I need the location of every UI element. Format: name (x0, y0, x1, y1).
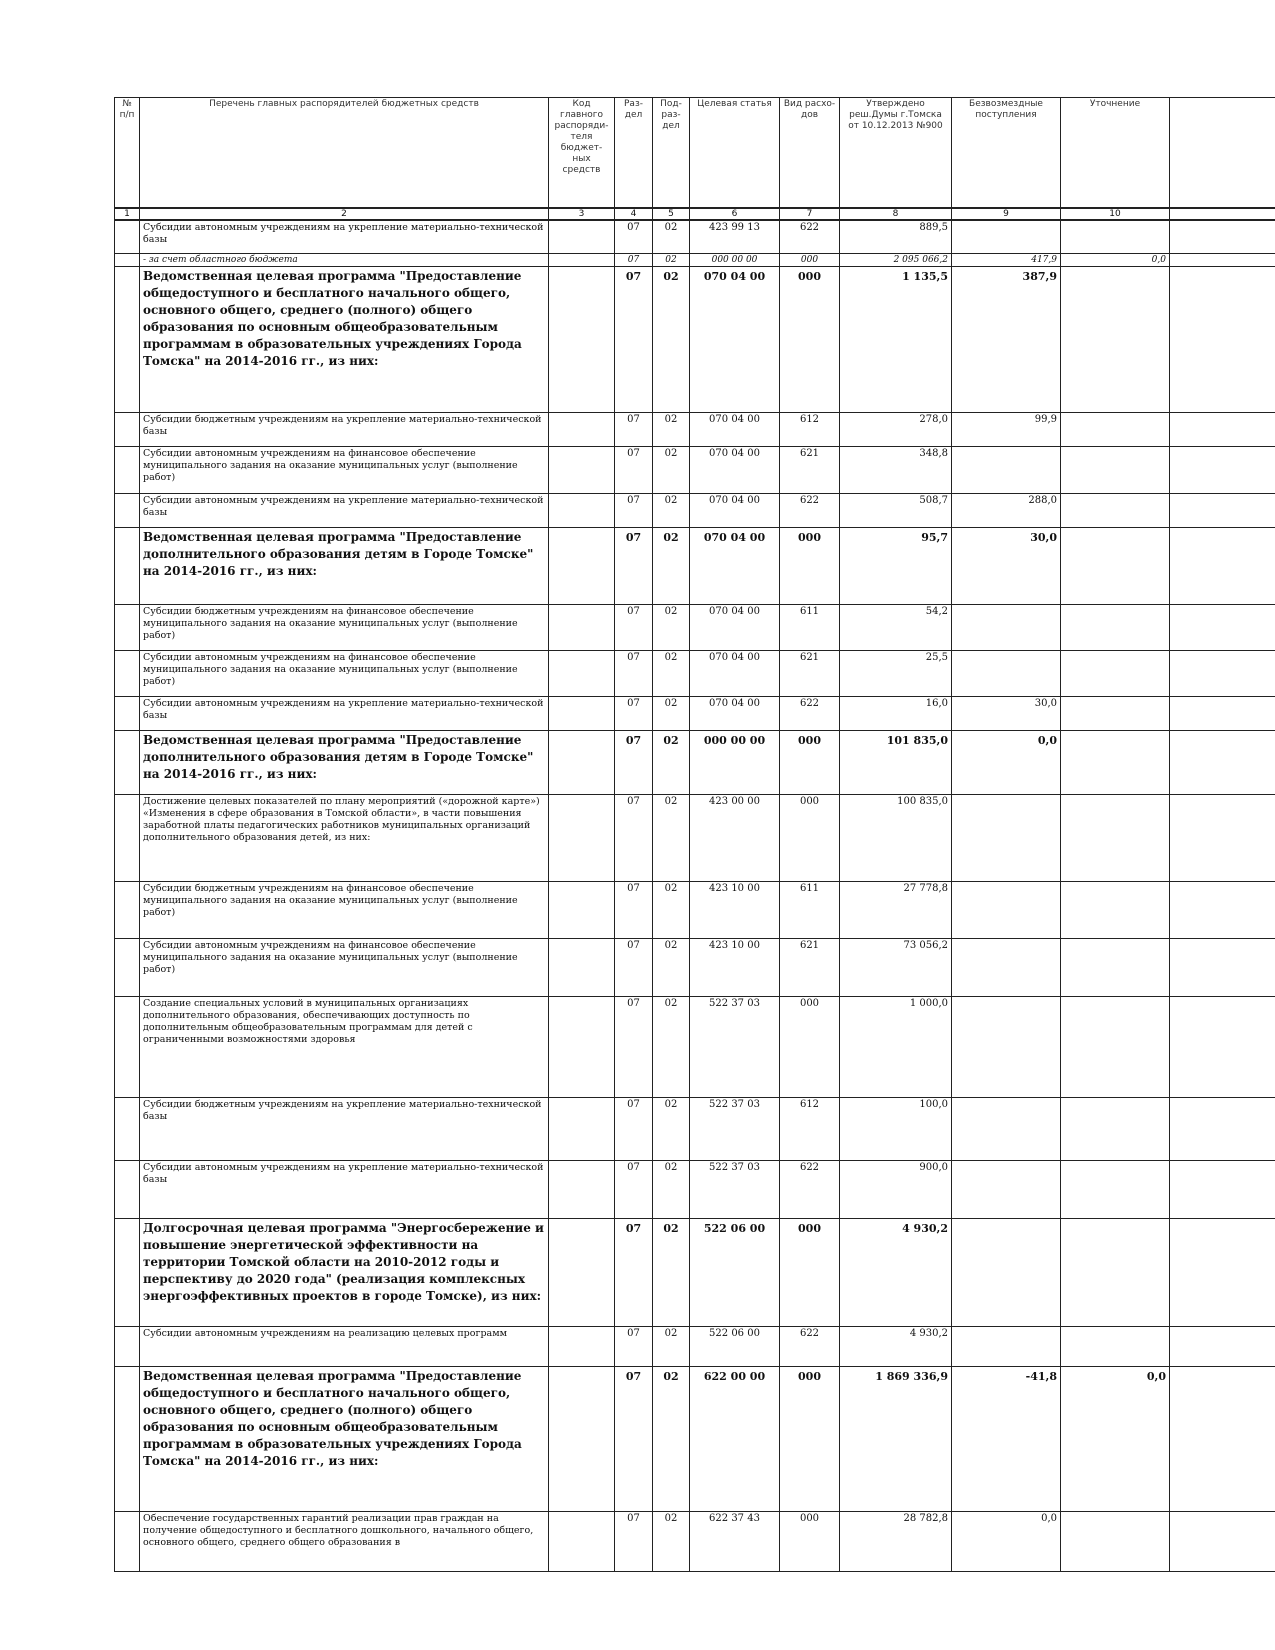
row-podrazdel: 02 (653, 795, 690, 882)
row-razdel: 07 (615, 254, 653, 267)
row-clarification (1061, 267, 1170, 413)
row-grants (952, 997, 1061, 1098)
header-code: Код главного распоряди-теля бюджет-ных средств (549, 98, 615, 208)
colnum-6: 6 (690, 208, 780, 220)
row-grants (952, 447, 1061, 494)
row-approved: 101 835,0 (840, 731, 952, 795)
row-name: Ведомственная целевая программа "Предоставление общедоступного и бесплатного начального общего, основного общего, среднего (полного) общего образования по основным общеобразовательным программам в образовательных учреждениях Города Томска" на 2014-2016 гг., из них: (140, 1367, 549, 1512)
row-razdel: 07 (615, 220, 653, 254)
header-podrazdel: Под-раз-дел (653, 98, 690, 208)
table-row (115, 1327, 1275, 1367)
row-stat: 522 06 00 (690, 1219, 780, 1327)
colnum-9: 9 (952, 208, 1061, 220)
table-row (115, 1512, 1275, 1572)
colnum-8: 8 (840, 208, 952, 220)
row-vid: 611 (780, 882, 840, 939)
row-name: Субсидии автономным учреждениям на финансовое обеспечение муниципального задания на оказание муниципальных услуг (выполнение работ) (140, 447, 549, 494)
row-stat: 000 00 00 (690, 254, 780, 267)
row-approved: 900,0 (840, 1161, 952, 1219)
row-name: Субсидии автономным учреждениям на укрепление материально-технической базы (140, 494, 549, 528)
table-row (115, 1098, 1275, 1161)
row-stat: 423 00 00 (690, 795, 780, 882)
row-approved: 4 930,2 (840, 1327, 952, 1367)
row-podrazdel: 02 (653, 220, 690, 254)
row-razdel: 07 (615, 494, 653, 528)
row-vid: 612 (780, 1098, 840, 1161)
row-name: Ведомственная целевая программа "Предоставление дополнительного образования детям в Городе Томске" на 2014-2016 гг., из них: (140, 731, 549, 795)
row-razdel: 07 (615, 413, 653, 447)
colnum-11 (1170, 208, 1275, 220)
row-stat: 622 37 43 (690, 1512, 780, 1572)
row-approved: 28 782,8 (840, 1512, 952, 1572)
row-grants (952, 939, 1061, 997)
row-razdel: 07 (615, 939, 653, 997)
colnum-2: 2 (140, 208, 549, 220)
row-stat: 000 00 00 (690, 731, 780, 795)
table-row (115, 254, 1275, 267)
row-clarification (1061, 447, 1170, 494)
row-name: Субсидии бюджетным учреждениям на укрепление материально-технической базы (140, 413, 549, 447)
colnum-1: 1 (115, 208, 140, 220)
row-clarification (1061, 731, 1170, 795)
row-podrazdel: 02 (653, 651, 690, 697)
row-clarification (1061, 1098, 1170, 1161)
row-podrazdel: 02 (653, 494, 690, 528)
table-row (115, 447, 1275, 494)
row-vid: 000 (780, 795, 840, 882)
row-approved: 1 000,0 (840, 997, 952, 1098)
row-approved: 73 056,2 (840, 939, 952, 997)
table-row (115, 651, 1275, 697)
row-vid: 621 (780, 939, 840, 997)
row-stat: 423 10 00 (690, 882, 780, 939)
row-grants (952, 795, 1061, 882)
row-clarification (1061, 651, 1170, 697)
header-extra (1170, 98, 1275, 208)
table-row (115, 220, 1275, 254)
row-podrazdel: 02 (653, 254, 690, 267)
row-razdel: 07 (615, 605, 653, 651)
row-podrazdel: 02 (653, 731, 690, 795)
row-name: Обеспечение государственных гарантий реализации прав граждан на получение общедоступного и бесплатного дошкольного, начального общего, основного общего, среднего общего образования в (140, 1512, 549, 1572)
row-clarification (1061, 605, 1170, 651)
row-name: Субсидии автономным учреждениям на укрепление материально-технической базы (140, 1161, 549, 1219)
row-razdel: 07 (615, 795, 653, 882)
row-razdel: 07 (615, 731, 653, 795)
row-razdel: 07 (615, 1327, 653, 1367)
row-clarification (1061, 882, 1170, 939)
row-clarification (1061, 1327, 1170, 1367)
row-clarification: 0,0 (1061, 1367, 1170, 1512)
row-clarification (1061, 220, 1170, 254)
table-row (115, 697, 1275, 731)
column-number-row (115, 208, 1275, 220)
row-name: Достижение целевых показателей по плану мероприятий («дорожной карте») «Изменения в сфере образования в Томской области», в части повышения заработной платы педагогических работников муниципальных организаций дополнительного образования детей, из них: (140, 795, 549, 882)
row-stat: 522 37 03 (690, 1161, 780, 1219)
row-approved: 100 835,0 (840, 795, 952, 882)
row-approved: 27 778,8 (840, 882, 952, 939)
row-razdel: 07 (615, 528, 653, 605)
row-stat: 423 99 13 (690, 220, 780, 254)
row-razdel: 07 (615, 447, 653, 494)
row-podrazdel: 02 (653, 697, 690, 731)
row-podrazdel: 02 (653, 939, 690, 997)
row-vid: 611 (780, 605, 840, 651)
row-razdel: 07 (615, 1098, 653, 1161)
row-grants (952, 651, 1061, 697)
row-vid: 622 (780, 697, 840, 731)
row-vid: 000 (780, 997, 840, 1098)
table-row (115, 795, 1275, 882)
header-row (115, 98, 1275, 208)
colnum-10: 10 (1061, 208, 1170, 220)
table-row (115, 939, 1275, 997)
row-razdel: 07 (615, 697, 653, 731)
row-stat: 070 04 00 (690, 447, 780, 494)
row-podrazdel: 02 (653, 605, 690, 651)
row-podrazdel: 02 (653, 997, 690, 1098)
row-clarification (1061, 494, 1170, 528)
row-grants: 387,9 (952, 267, 1061, 413)
row-vid: 621 (780, 447, 840, 494)
row-stat: 522 37 03 (690, 997, 780, 1098)
row-grants: 0,0 (952, 1512, 1061, 1572)
row-grants: -41,8 (952, 1367, 1061, 1512)
row-podrazdel: 02 (653, 1219, 690, 1327)
row-vid: 612 (780, 413, 840, 447)
row-stat: 070 04 00 (690, 528, 780, 605)
row-approved: 278,0 (840, 413, 952, 447)
row-approved: 1 135,5 (840, 267, 952, 413)
row-podrazdel: 02 (653, 413, 690, 447)
row-stat: 622 00 00 (690, 1367, 780, 1512)
row-approved: 1 869 336,9 (840, 1367, 952, 1512)
row-razdel: 07 (615, 1219, 653, 1327)
row-podrazdel: 02 (653, 882, 690, 939)
row-grants (952, 220, 1061, 254)
row-name: Долгосрочная целевая программа "Энергосбережение и повышение энергетической эффективности на территории Томской области на 2010-2012 годы и перспективу до 2020 года" (реализация комплексных энергоэффективных проектов в городе Томске), из них: (140, 1219, 549, 1327)
row-approved: 16,0 (840, 697, 952, 731)
row-stat: 070 04 00 (690, 651, 780, 697)
row-clarification (1061, 997, 1170, 1098)
table-row (115, 731, 1275, 795)
row-clarification (1061, 939, 1170, 997)
row-approved: 508,7 (840, 494, 952, 528)
table-row (115, 1219, 1275, 1327)
row-clarification (1061, 413, 1170, 447)
table-row (115, 494, 1275, 528)
row-clarification (1061, 528, 1170, 605)
row-stat: 070 04 00 (690, 494, 780, 528)
row-vid: 000 (780, 254, 840, 267)
row-name: - за счет областного бюджета (140, 254, 549, 267)
row-razdel: 07 (615, 882, 653, 939)
row-grants (952, 1327, 1061, 1367)
row-approved: 25,5 (840, 651, 952, 697)
row-grants (952, 1098, 1061, 1161)
row-vid: 622 (780, 220, 840, 254)
row-razdel: 07 (615, 997, 653, 1098)
row-grants: 288,0 (952, 494, 1061, 528)
row-podrazdel: 02 (653, 528, 690, 605)
row-name: Субсидии автономным учреждениям на финансовое обеспечение муниципального задания на оказание муниципальных услуг (выполнение работ) (140, 651, 549, 697)
row-name: Субсидии автономным учреждениям на укрепление материально-технической базы (140, 220, 549, 254)
colnum-4: 4 (615, 208, 653, 220)
row-name: Субсидии бюджетным учреждениям на финансовое обеспечение муниципального задания на оказание муниципальных услуг (выполнение работ) (140, 882, 549, 939)
table-row (115, 1367, 1275, 1512)
table-row (115, 997, 1275, 1098)
row-stat: 070 04 00 (690, 413, 780, 447)
row-razdel: 07 (615, 651, 653, 697)
row-name: Ведомственная целевая программа "Предоставление дополнительного образования детям в Городе Томске" на 2014-2016 гг., из них: (140, 528, 549, 605)
row-grants: 30,0 (952, 697, 1061, 731)
row-approved: 2 095 066,2 (840, 254, 952, 267)
row-podrazdel: 02 (653, 447, 690, 494)
row-vid: 622 (780, 1161, 840, 1219)
row-approved: 348,8 (840, 447, 952, 494)
table-row (115, 1161, 1275, 1219)
row-razdel: 07 (615, 1512, 653, 1572)
colnum-7: 7 (780, 208, 840, 220)
header-razdel: Раз-дел (615, 98, 653, 208)
row-vid: 000 (780, 1367, 840, 1512)
table-row (115, 605, 1275, 651)
row-podrazdel: 02 (653, 1161, 690, 1219)
row-name: Субсидии бюджетным учреждениям на финансовое обеспечение муниципального задания на оказание муниципальных услуг (выполнение работ) (140, 605, 549, 651)
row-podrazdel: 02 (653, 1367, 690, 1512)
row-grants: 417,9 (952, 254, 1061, 267)
table-row (115, 528, 1275, 605)
row-clarification (1061, 795, 1170, 882)
row-razdel: 07 (615, 1161, 653, 1219)
row-stat: 522 06 00 (690, 1327, 780, 1367)
row-podrazdel: 02 (653, 1512, 690, 1572)
table-row (115, 267, 1275, 413)
table-row (115, 413, 1275, 447)
row-name: Субсидии автономным учреждениям на реализацию целевых программ (140, 1327, 549, 1367)
row-name: Ведомственная целевая программа "Предоставление общедоступного и бесплатного начального общего, основного общего, среднего (полного) общего образования по основным общеобразовательным программам в образовательных учреждениях Города Томска" на 2014-2016 гг., из них: (140, 267, 549, 413)
row-clarification (1061, 1512, 1170, 1572)
row-podrazdel: 02 (653, 1327, 690, 1367)
colnum-3: 3 (549, 208, 615, 220)
row-name: Создание специальных условий в муниципальных организациях дополнительного образования, обеспечивающих доступность по дополнительным общеобразовательным программам для детей с ограниченными возможностями здоровья (140, 997, 549, 1098)
row-stat: 423 10 00 (690, 939, 780, 997)
row-razdel: 07 (615, 267, 653, 413)
row-vid: 000 (780, 267, 840, 413)
header-grants: Безвозмездные поступления (952, 98, 1061, 208)
row-vid: 622 (780, 1327, 840, 1367)
row-grants (952, 1219, 1061, 1327)
row-clarification: 0,0 (1061, 254, 1170, 267)
row-grants (952, 882, 1061, 939)
row-stat: 070 04 00 (690, 605, 780, 651)
row-approved: 95,7 (840, 528, 952, 605)
row-name: Субсидии бюджетным учреждениям на укрепление материально-технической базы (140, 1098, 549, 1161)
row-approved: 100,0 (840, 1098, 952, 1161)
header-name: Перечень главных распорядителей бюджетных средств (140, 98, 549, 208)
row-clarification (1061, 1161, 1170, 1219)
row-grants (952, 1161, 1061, 1219)
budget-table (114, 97, 1275, 1572)
table-row (115, 882, 1275, 939)
row-clarification (1061, 697, 1170, 731)
row-stat: 522 37 03 (690, 1098, 780, 1161)
header-num: № п/п (115, 98, 140, 208)
header-stat: Целевая статья (690, 98, 780, 208)
row-vid: 000 (780, 1219, 840, 1327)
row-name: Субсидии автономным учреждениям на финансовое обеспечение муниципального задания на оказание муниципальных услуг (выполнение работ) (140, 939, 549, 997)
row-grants: 0,0 (952, 731, 1061, 795)
row-approved: 54,2 (840, 605, 952, 651)
row-podrazdel: 02 (653, 1098, 690, 1161)
row-vid: 000 (780, 1512, 840, 1572)
header-approved: Утверждено реш.Думы г.Томска от 10.12.2013 №900 (840, 98, 952, 208)
row-vid: 622 (780, 494, 840, 528)
row-stat: 070 04 00 (690, 697, 780, 731)
row-stat: 070 04 00 (690, 267, 780, 413)
row-vid: 000 (780, 731, 840, 795)
row-grants: 99,9 (952, 413, 1061, 447)
header-clarification: Уточнение (1061, 98, 1170, 208)
row-vid: 621 (780, 651, 840, 697)
row-vid: 000 (780, 528, 840, 605)
row-name: Субсидии автономным учреждениям на укрепление материально-технической базы (140, 697, 549, 731)
row-podrazdel: 02 (653, 267, 690, 413)
row-razdel: 07 (615, 1367, 653, 1512)
row-approved: 889,5 (840, 220, 952, 254)
colnum-5: 5 (653, 208, 690, 220)
header-vid: Вид расхо-дов (780, 98, 840, 208)
row-clarification (1061, 1219, 1170, 1327)
row-grants (952, 605, 1061, 651)
row-approved: 4 930,2 (840, 1219, 952, 1327)
row-grants: 30,0 (952, 528, 1061, 605)
